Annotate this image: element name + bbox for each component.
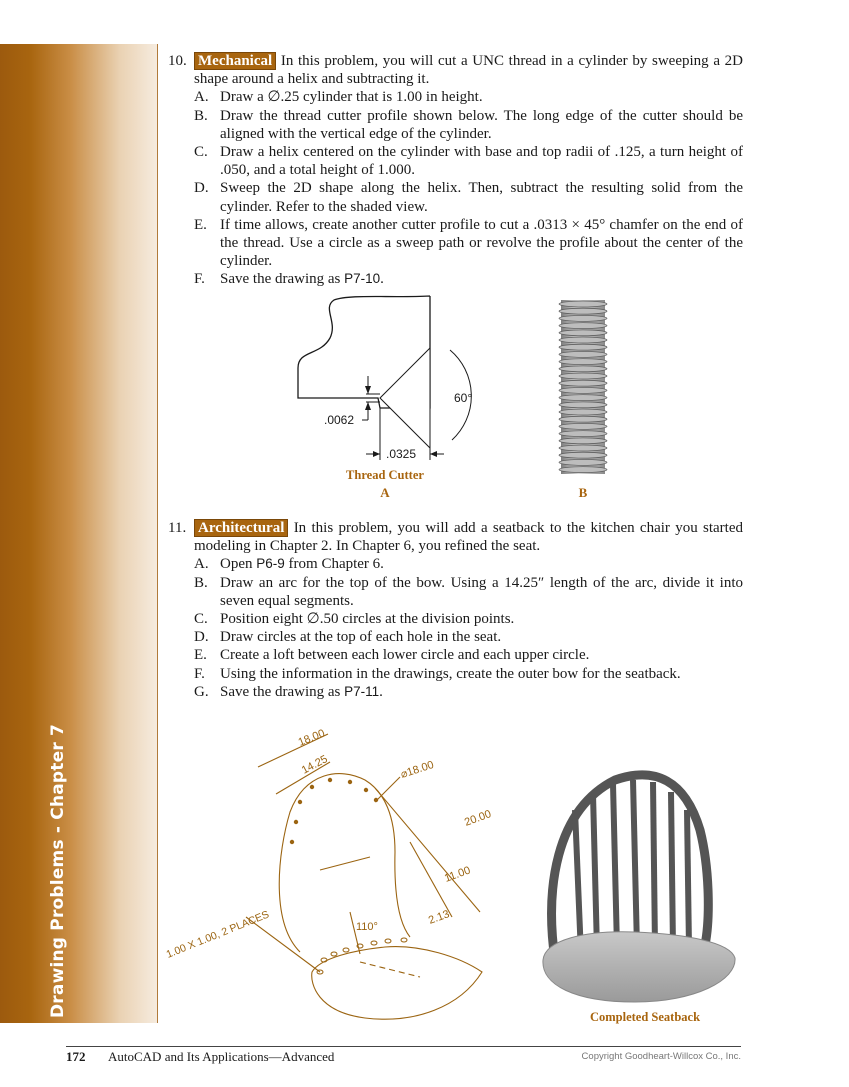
seat-holes — [317, 938, 407, 974]
step-letter: B. — [194, 574, 208, 591]
thread-ridge — [559, 402, 607, 408]
file-name: P6-9 — [256, 556, 285, 572]
step-text: Position eight ∅.50 circles at the division points. — [220, 611, 515, 628]
step-text: If time allows, create another cutter profile to cut a .0313 × 45° chamfer on the end of the thread. Use a circle as a sweep path or revolve the profile about the center of the cylinder. — [220, 216, 743, 270]
step-item — [194, 143, 743, 179]
seat-render — [543, 932, 735, 1002]
step-letter: A. — [194, 556, 209, 573]
figure-label-b: B — [578, 485, 588, 500]
category-tag: Mechanical — [194, 52, 276, 70]
copyright-notice: Copyright Goodheart-Willcox Co., Inc. — [581, 1051, 741, 1062]
problem-number: 10. — [168, 53, 187, 69]
thread-ridge — [559, 409, 607, 415]
arrowhead — [365, 386, 371, 394]
dim-label-213: 2.13 — [426, 908, 452, 927]
dim-label-18: 18.00 — [296, 727, 327, 749]
seatback-drawing — [160, 722, 525, 1022]
dim-label-20: 20.00 — [462, 808, 493, 829]
problem-number: 11. — [168, 520, 187, 536]
problem-intro — [194, 519, 743, 555]
thread-ridge — [559, 395, 607, 401]
step-letter: A. — [194, 89, 209, 106]
seat-outline — [312, 947, 482, 1020]
thread-cutter-caption: Thread Cutter — [346, 468, 424, 482]
step-list — [194, 88, 743, 288]
thread-ridge — [559, 351, 607, 357]
seatback-render — [525, 770, 740, 1006]
arrowhead — [430, 451, 437, 457]
step-item — [194, 610, 743, 628]
step-text: Create a loft between each lower circle and each upper circle. — [220, 647, 590, 664]
gap-label: .0062 — [324, 413, 355, 427]
step-letter: C. — [194, 144, 208, 161]
problem-11 — [168, 519, 743, 701]
chapter-side-band — [0, 44, 158, 1023]
step-item — [194, 270, 743, 288]
thread-ridge — [559, 308, 607, 314]
thread-ridge — [559, 344, 607, 350]
step-item — [194, 555, 743, 573]
category-tag: Architectural — [194, 519, 288, 537]
places-leader — [246, 917, 320, 972]
thread-ridge — [559, 423, 607, 429]
figure-label-a: A — [380, 485, 390, 500]
threaded-rod-render — [555, 294, 611, 480]
thread-ridge — [559, 359, 607, 365]
step-item — [194, 179, 743, 215]
problem-10 — [168, 52, 743, 289]
step-letter: E. — [194, 216, 207, 233]
thread-ridge — [559, 323, 607, 329]
dim-line-20 — [375, 788, 480, 912]
thread-ridge — [559, 373, 607, 379]
step-item — [194, 683, 743, 701]
step-text-end: . — [379, 683, 383, 700]
step-item — [194, 665, 743, 683]
step-text: Draw a ∅.25 cylinder that is 1.00 in height. — [220, 89, 483, 106]
step-text: Open — [220, 556, 257, 573]
step-item — [194, 646, 743, 664]
step-letter: F. — [194, 665, 205, 682]
arrowhead — [365, 402, 371, 410]
step-text: Save the drawing as — [220, 683, 345, 700]
thread-ridge — [559, 366, 607, 372]
thread-ridge — [559, 301, 607, 307]
dim-label-angle: 110° — [356, 921, 378, 933]
spindles-render — [575, 780, 689, 955]
center-line — [320, 857, 370, 870]
width-label: .0325 — [386, 447, 417, 461]
thread-ridge — [559, 431, 607, 437]
intro-text: In this problem, you will cut a UNC thread in a cylinder by sweeping a 2D shape around a helix and subtracting it. — [194, 53, 743, 88]
file-name: P7-10 — [344, 271, 381, 287]
step-text: Using the information in the drawings, create the outer bow for the seatback. — [220, 665, 681, 682]
thread-ridge — [559, 387, 607, 393]
thread-ridge — [559, 459, 607, 465]
cutter-triangle — [380, 348, 430, 448]
intro-text: In this problem, you will add a seatback to the kitchen chair you started modeling in Chapter 2. In Chapter 6, you refined the seat. — [194, 520, 744, 555]
step-letter: D. — [194, 180, 209, 197]
thread-ridge — [559, 337, 607, 343]
thread-ridge — [559, 380, 607, 386]
division-points — [290, 778, 378, 844]
thread-ridge — [559, 315, 607, 321]
thread-ridge — [559, 438, 607, 444]
step-letter: E. — [194, 647, 207, 664]
chapter-side-label: Drawing Problems - Chapter 7 — [48, 723, 68, 1018]
thread-ridge — [559, 452, 607, 458]
step-text: Save the drawing as — [220, 271, 345, 288]
step-letter: B. — [194, 107, 208, 124]
page-content-2 — [168, 519, 743, 701]
thread-ridge — [559, 467, 607, 473]
footer-rule — [66, 1046, 741, 1047]
seatback-caption: Completed Seatback — [589, 1010, 701, 1024]
step-item — [194, 88, 743, 106]
hidden-line — [360, 962, 420, 977]
dim-label-11: 11.00 — [442, 864, 473, 885]
step-item — [194, 216, 743, 271]
thread-ridge — [559, 445, 607, 451]
page-content — [168, 52, 743, 289]
step-letter: D. — [194, 629, 209, 646]
thread-ridge — [559, 330, 607, 336]
step-text: Draw the thread cutter profile shown below. The long edge of the cutter should be aligned with the vertical edge of the cylinder. — [220, 107, 743, 142]
dim-label-places: 1.00 X 1.00, 2 PLACES — [164, 908, 271, 961]
dim-label-dia: ⌀18.00 — [399, 758, 436, 781]
dim-label-1425: 14.25 — [299, 753, 330, 777]
problem-intro — [194, 52, 743, 88]
dia-leader — [375, 777, 400, 802]
page-number: 172 — [66, 1049, 86, 1064]
step-text: Draw an arc for the top of the bow. Using a 14.25″ length of the arc, divide it into seven equal segments. — [220, 574, 743, 609]
step-text: Sweep the 2D shape along the helix. Then, subtract the resulting solid from the cylinder. Refer to the shaded view. — [220, 180, 743, 215]
step-letter: F. — [194, 271, 205, 288]
step-item — [194, 628, 743, 646]
step-item — [194, 574, 743, 610]
arrowhead — [373, 451, 380, 457]
thread-ridge — [559, 416, 607, 422]
step-text: Draw circles at the top of each hole in the seat. — [220, 629, 502, 646]
step-text: Draw a helix centered on the cylinder with base and top radii of .125, a turn height of .050, and a total height of 1.000. — [220, 144, 743, 179]
book-title: AutoCAD and Its Applications—Advanced — [108, 1049, 335, 1064]
step-text-end: . — [380, 271, 384, 288]
step-text-end: from Chapter 6. — [284, 556, 384, 573]
angle-label: 60° — [454, 391, 473, 405]
step-letter: C. — [194, 611, 208, 628]
thread-cutter-drawing — [280, 290, 480, 470]
step-letter: G. — [194, 683, 209, 700]
file-name: P7-11 — [344, 683, 380, 699]
step-item — [194, 107, 743, 143]
step-list — [194, 555, 743, 701]
